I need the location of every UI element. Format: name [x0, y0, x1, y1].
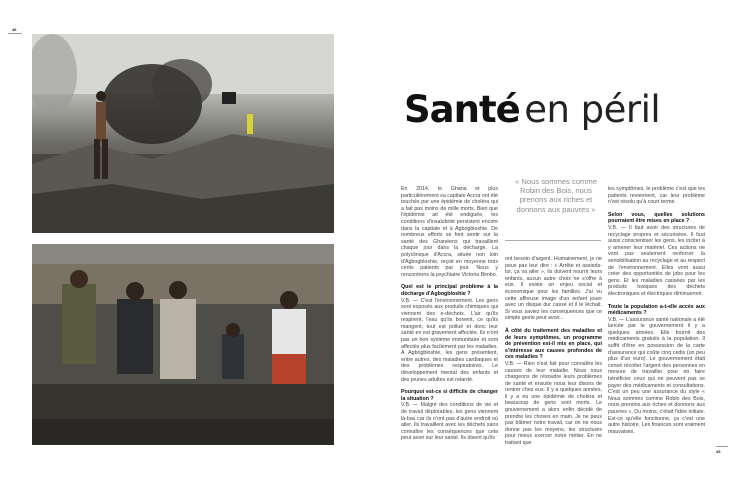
answer-5: V.B. — L'assurance santé nationale a été lancée par le gouvernement il y a quelques années. Elle fournit des médicaments gratuits à la population. Il suffit d'être en possession de la carte d'assurance qui coûte cinq cedis (un peu plus d'un euro). Le gouvernement était censé récolter l'argent des personnes en mesure de travailler pour en faire bénéficier ceux qui ne peuvent pas se payer des médicaments et consultations. C'est un peu une assurance du style « Nous sommes comme Robin des Bois, nous prenons aux riches et donnons aux pauvres ». Du moins, c'était l'idée initiale. Est-ce qu'elle fonctionne, ça c'est une autre histoire. Les finances sont vraiment mauvaises. [608, 316, 705, 435]
question-4: Selon vous, quelles solutions pourraient être mises en place ? [608, 211, 705, 225]
answer-4: V.B. — Il faut avoir des structures de recyclage propres et sécurisées. Il faut aussi conscientiser les gens, les inciter à y amener leur matériel. Ces actions ne vont pas seulement renforcer la sensibilisation au recyclage et au respect de l'environnement. Elles vont aussi créer des opportunités de jobs pour les gens. Et les maladies causées par les produits toxiques des déchets électroniques et électriques diminueront. [608, 224, 705, 297]
paragraph-continued-2: les symptômes, le problème c'est que les patients reviennent, car leur problème n'est résolu qu'à court terme. [608, 186, 705, 206]
pull-quote: « Nous sommes comme Robin des Bois, nous prenons aux riches et donnons aux pauvres » [515, 177, 597, 214]
question-3: À côté du traitement des maladies et de leurs symptômes, un programme de prévention est-il mis en place, qui s'intéresse aux causes profondes de ces maladies ? [505, 327, 602, 361]
title-bold: Santé [404, 88, 520, 131]
folio-rule-right [716, 446, 728, 447]
paragraph-continued: ont besoin d'argent. Humainement, je ne peux pas leur dire : « Arrête et assieds-toi, ça va aller », ils doivent nourrir leurs enfants, aucun autre choix ne s'offre à eux. Il existe un enjeu social et économique pour les familles. J'ai vu cette affreuse image d'un enfant jouer avec un disque dur cassé et il le léchait. Si vous saviez les conséquences que ce simple geste peut avoir... [505, 256, 602, 322]
photo-workers-seated [32, 244, 334, 445]
answer-2: V.B. — Malgré des conditions de vie et de travail déplorables, les gens viennent là-bas car ils n'ont pas d'autre endroit où aller. Ils travaillent avec les déchets sans connaître les conséquences que cela peut avoir sur leur santé. Ils disent qu'ils [401, 402, 498, 442]
folio-rule-left [8, 33, 22, 34]
intro-paragraph: En 2014, le Ghana et plus particulièrement sa capitale Accra ont été touchés par une épidémie de choléra qui a fait pas moins de mille morts. Bien que l'épidémie ait été endiguée, les conditions d'insalubrité persistent encore dans la capitale et à Agbogbloshie. De nombreux efforts se font sentir sur la santé des Ghanéens qui travaillent chaque jour dans la décharge. La polyclinique d'Accra, située non loin d'Agbogbloshie, reçoit en moyenne trois cents patients par jour. Nous y rencontrons la psychiatre Victoria Bimbo. [401, 186, 498, 278]
question-1: Quel est le principal problème à la décharge d'Agbogbloshie ? [401, 284, 498, 297]
title-light: en péril [524, 88, 661, 131]
text-column-2 [505, 256, 602, 453]
question-2: Pourquoi est-ce si difficile de changer la situation ? [401, 389, 498, 402]
answer-3: V.B. — Rien n'est fait pour connaître les causes de leur maladie. Nous nous chargeons de résoudre leurs problèmes de santé et ensuite nous leur disons de rentrer chez eux. Il y a quelques années, il y a eu une épidémie de choléra et beaucoup de gens sont morts. Le gouvernement a alors enfin décidé de prendre les choses en main. Je ne peux pas blâmer notre travail, car on ne nous donne pas les moyens, les structures pour mieux exercer notre métier. En ne traitant que [505, 360, 602, 447]
answer-1: V.B. — C'est l'environnement. Les gens sont exposés aux produits chimiques qui viennent des e-déchets. L'air qu'ils respirent, l'eau qu'ils boivent, ce qu'ils mangent, tout est pollué et donc leur santé en est gravement affectée. Ils n'ont pas un bon système immunitaire et sont affectés plus facilement par les maladies. À Agbogbloshie, les gens présentent, entre autres, des maladies cardiaques et des problèmes respiratoires. Le développement mental des enfants et des jeunes adultes est retardé. [401, 297, 498, 383]
photo-dump-site [32, 34, 334, 233]
text-column-3 [608, 186, 705, 441]
text-column-1 [401, 186, 498, 448]
page-number-left: 46 [12, 27, 17, 32]
question-5: Toute la population a-t-elle accès aux médicaments ? [608, 303, 705, 317]
page-number-right: 49 [716, 449, 721, 454]
article-title [404, 88, 660, 131]
pull-quote-rule [505, 240, 601, 241]
